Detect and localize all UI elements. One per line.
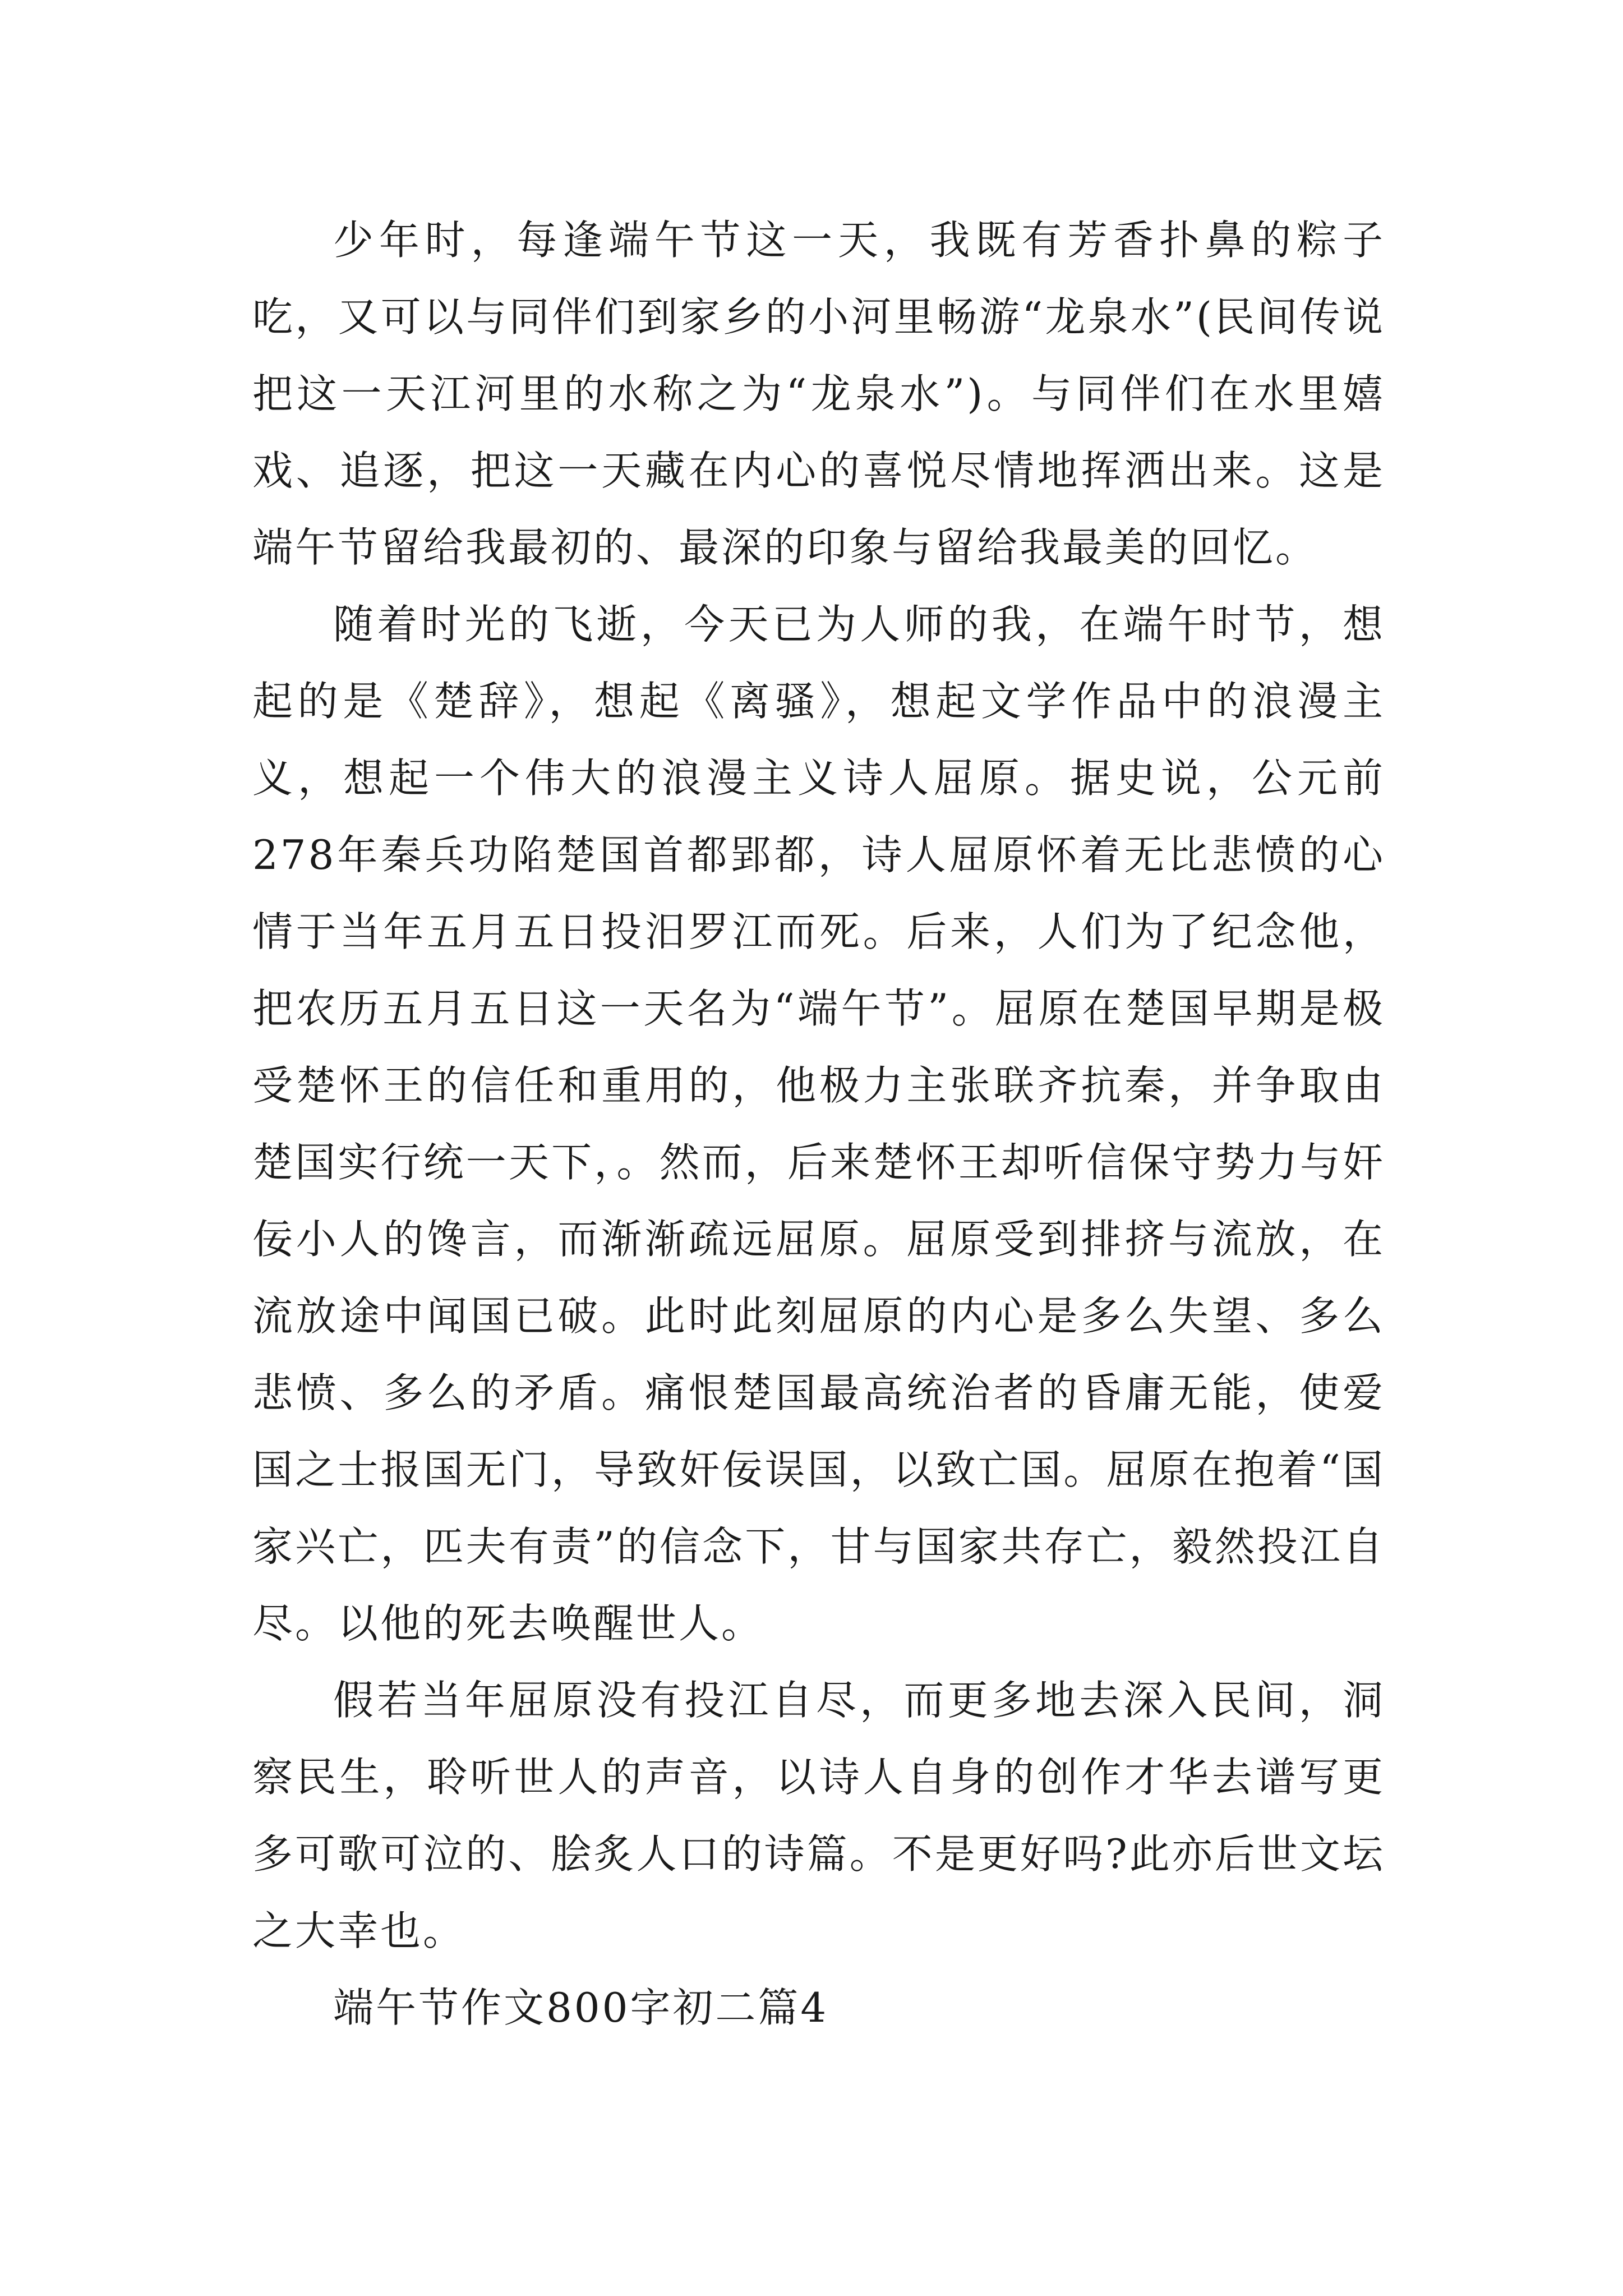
document-body — [252, 202, 1385, 2046]
paragraph-3: 假若当年屈原没有投江自尽，而更多地去深入民间，洞察民生，聆听世人的声音，以诗人自身的创作才华去谱写更多可歌可泣的、脍炙人口的诗篇。不是更好吗?此亦后世文坛之大幸也。 — [252, 1677, 1385, 1954]
section-heading: 端午节作文800字初二篇4 — [333, 1984, 829, 2031]
paragraph-2: 随着时光的飞逝，今天已为人师的我，在端午时节，想起的是《楚辞》，想起《离骚》，想起文学作品中的浪漫主义，想起一个伟大的浪漫主义诗人屈原。据史说，公元前278年秦兵功陷楚国首都郢都，诗人屈原怀着无比悲愤的心情于当年五月五日投汨罗江而死。后来，人们为了纪念他，把农历五月五日这一天名为“端午节”。屈原在楚国早期是极受楚怀王的信任和重用的，他极力主张联齐抗秦，并争取由楚国实行统一天下，。然而，后来楚怀王却听信保守势力与奸佞小人的馋言，而渐渐疏远屈原。屈原受到排挤与流放，在流放途中闻国已破。此时此刻屈原的内心是多么失望、多么悲愤、多么的矛盾。痛恨楚国最高统治者的昏庸无能，使爱国之士报国无门，导致奸佞误国，以致亡国。屈原在抱着“国家兴亡，匹夫有责”的信念下，甘与国家共存亡，毅然投江自尽。以他的死去唤醒世人。 — [252, 601, 1385, 1647]
paragraph-1: 少年时，每逢端午节这一天，我既有芳香扑鼻的粽子吃，又可以与同伴们到家乡的小河里畅游“龙泉水”(民间传说把这一天江河里的水称之为“龙泉水”)。与同伴们在水里嬉戏、追逐，把这一天藏在内心的喜悦尽情地挥洒出来。这是端午节留给我最初的、最深的印象与留给我最美的回忆。 — [252, 217, 1385, 571]
